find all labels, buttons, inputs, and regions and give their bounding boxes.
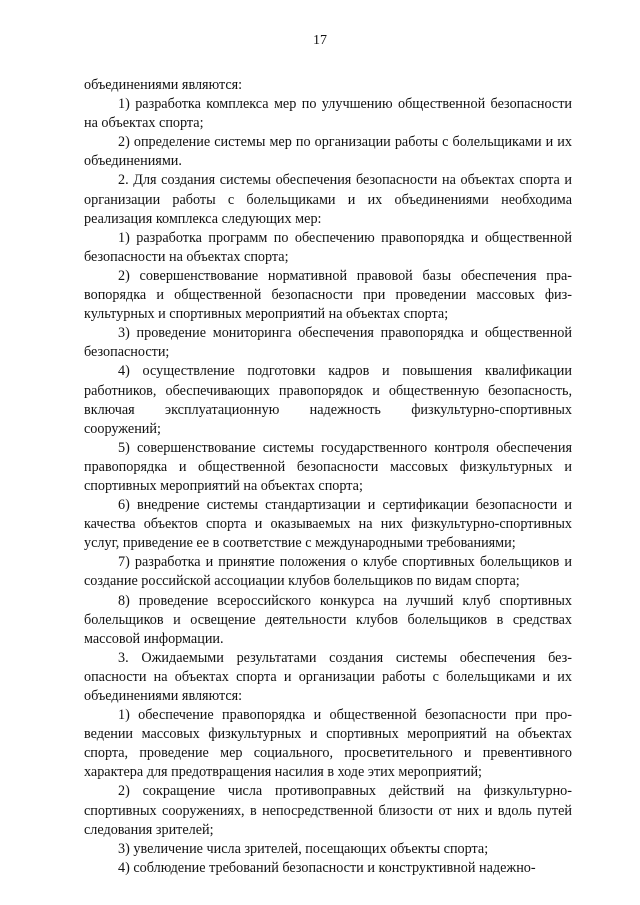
paragraph: 2) сокращение числа противоправных действий на физкультурно-спортивных сооружениях, в непосредственной близости от них и вдоль путей следования зрителей; bbox=[84, 783, 572, 838]
paragraph: 1) разработка программ по обеспечению правопорядка и общественной безопасности на объектах спорта; bbox=[84, 229, 572, 265]
paragraph: 1) разработка комплекса мер по улучшению общественной безопасности на объектах спорта; bbox=[84, 96, 572, 132]
paragraph: 2) совершенствование нормативной правовой базы обеспечения правопорядка и общественной безопасности при проведении массовых физкультурных и спортивных мероприятий на объектах спорта; bbox=[84, 267, 572, 323]
paragraph: 3) увеличение числа зрителей, посещающих объекты спорта; bbox=[118, 840, 489, 857]
paragraph: 2) определение системы мер по организации работы с болельщиками и их объединениями. bbox=[84, 134, 572, 170]
paragraph: 4) соблюдение требований безопасности и конструктивной надежно- bbox=[118, 859, 536, 876]
paragraph: 3. Ожидаемыми результатами создания системы обеспечения безопасности на объектах спорта и организации работы с болельщиками и их объединениями являются: bbox=[84, 649, 572, 704]
page-number: 17 bbox=[313, 33, 327, 48]
paragraph: 7) разработка и принятие положения о клубе спортивных болельщиков и создание российской ассоциации клубов болельщиков по видам спорта; bbox=[84, 554, 572, 590]
paragraph: 2. Для создания системы обеспечения безопасности на объектах спорта и организации работы с болельщиками и их объединениями необходима реализация комплекса следующих мер: bbox=[84, 172, 572, 227]
paragraph: 8) проведение всероссийского конкурса на лучший клуб спортивных болельщиков и освещение деятельности клубов болельщиков в средствах массовой информации. bbox=[84, 592, 572, 647]
paragraph: 5) совершенствование системы государственного контроля обеспечения правопорядка и общественной безопасности массовых физкультурных и спортивных мероприятий на объектах спорта; bbox=[84, 439, 572, 494]
body-text bbox=[84, 76, 572, 878]
paragraph: 3) проведение мониторинга обеспечения правопорядка и общественной безопасности; bbox=[84, 325, 572, 361]
paragraph: 1) обеспечение правопорядка и общественной безопасности при проведении массовых физкультурных и спортивных мероприятий на объектах спорта, проведение мер социального, просветительного и превентивного характера для предотвращения насилия в ходе этих мероприятий; bbox=[84, 707, 572, 781]
paragraph: 4) осуществление подготовки кадров и повышения квалификации работников, обеспечивающих правопорядок и общественную безопасность, включая эксплуатационную надежность физкультурно-спортивных сооружений; bbox=[84, 363, 572, 437]
paragraph: 6) внедрение системы стандартизации и сертификации безопасности и качества объектов спорта и оказываемых на них физкультурно-спортивных услуг, приведение ее в соответствие с международными требованиями; bbox=[84, 497, 572, 552]
paragraph: объединениями являются: bbox=[84, 77, 243, 93]
